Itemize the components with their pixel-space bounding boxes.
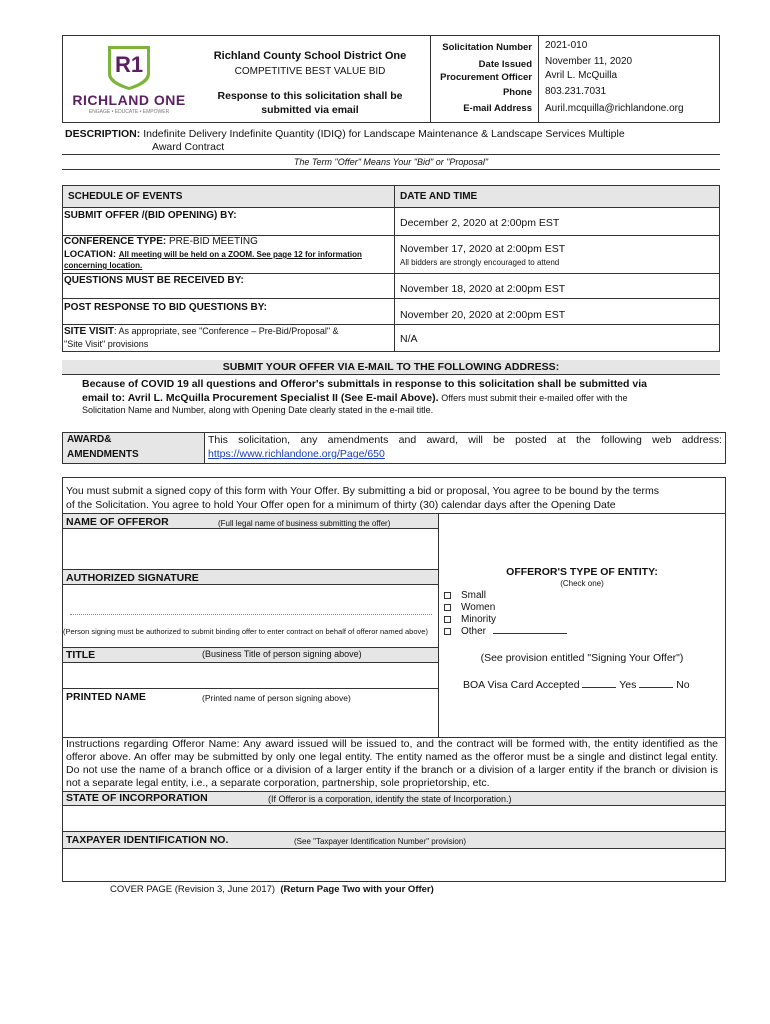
logo-text: RICHLAND ONE (72, 92, 186, 108)
state-of-incorporation-label: STATE OF INCORPORATION (66, 792, 208, 804)
email-submission-note: Response to this solicitation shall be submitted via email (217, 90, 403, 116)
cover-page-footer: COVER PAGE (Revision 3, June 2017) (Return Page Two with your Offer) (110, 884, 434, 895)
email-label: E-mail Address (463, 103, 532, 114)
email-value[interactable]: Auril.mcquilla@richlandone.org (545, 103, 684, 114)
phone-label: Phone (502, 87, 532, 98)
entity-option-other[interactable]: Other (444, 626, 567, 637)
authorized-signature-input[interactable] (64, 585, 436, 613)
district-name: Richland County School District One (213, 50, 407, 62)
name-of-offeror-label: NAME OF OFFEROR (66, 516, 169, 528)
checkbox-icon[interactable] (444, 604, 451, 611)
title-label: TITLE (66, 649, 96, 661)
conference-date: November 17, 2020 at 2:00pm EST (400, 243, 566, 255)
offeror-name-instructions: Instructions regarding Offeror Name: Any award issued will be issued to, and the contract will be formed with, the entity identified as the offeror above. An offer may be submitted by only one legal entity. The entity named as the offeror must be a single and distinct legal entity. Do not use the name of a branch office or a division of a larger entity if the branch or a division of a larger entity if the branch or division is not a separate legal entity, i.e., a separate corporation, partnership, sole proprietorship, etc. (66, 738, 718, 789)
questions-date: November 18, 2020 at 2:00pm EST (400, 283, 566, 295)
visa-yes-blank[interactable] (582, 687, 616, 688)
authorized-signature-label: AUTHORIZED SIGNATURE (66, 572, 199, 584)
submit-offer-date: December 2, 2020 at 2:00pm EST (400, 217, 560, 229)
date-issued-label: Date Issued (478, 59, 532, 70)
conference-note: All bidders are strongly encouraged to attend (400, 258, 560, 267)
visa-no-blank[interactable] (639, 687, 673, 688)
state-of-incorporation-hint: (If Offeror is a corporation, identify the state of Incorporation.) (268, 794, 512, 804)
title-input[interactable] (64, 663, 436, 687)
agreement-line2: of the Solicitation. You agree to hold Your Offer open for a minimum of thirty (30) calendar days after the Opening Date (66, 499, 616, 511)
other-entity-blank[interactable] (493, 633, 567, 634)
entity-option-small[interactable]: Small (444, 590, 486, 601)
site-visit-info: SITE VISIT: As appropriate, see "Conference – Pre-Bid/Proposal" & (64, 326, 339, 337)
title-hint: (Business Title of person signing above) (202, 649, 362, 659)
checkbox-icon[interactable] (444, 616, 451, 623)
procurement-officer-value: Avril L. McQuilla (545, 70, 618, 81)
checkbox-icon[interactable] (444, 628, 451, 635)
schedule-header: SCHEDULE OF EVENTS (68, 191, 183, 202)
covid-notice-line2: email to: Avril L. McQuilla Procurement Specialist II (See E-mail Above). Offers must submit their e-mailed offer with the (82, 392, 628, 404)
solicitation-number-label: Solicitation Number (442, 42, 532, 53)
questions-label: QUESTIONS MUST BE RECEIVED BY: (64, 275, 244, 286)
award-label: AWARD& (67, 434, 112, 445)
covid-notice: Because of COVID 19 all questions and Offeror's submittals in response to this solicitation shall be submitted via (82, 378, 647, 390)
visa-card-row: BOA Visa Card Accepted Yes No (463, 679, 690, 691)
term-note: The Term "Offer" Means Your "Bid" or "Proposal" (293, 157, 489, 167)
authorized-signature-note: (Person signing must be authorized to submit binding offer to enter contract on behalf of offeror named above) (63, 627, 428, 636)
printed-name-hint: (Printed name of person signing above) (202, 693, 351, 703)
entity-type-hint: (Check one) (560, 579, 604, 588)
district-logo (70, 42, 188, 116)
agreement-line1: You must submit a signed copy of this form with Your Offer. By submitting a bid or proposal, You agree to be bound by the terms (66, 485, 660, 497)
signing-provision-note: (See provision entitled "Signing Your Offer") (480, 652, 684, 664)
state-of-incorporation-input[interactable] (64, 806, 724, 830)
date-issued-value: November 11, 2020 (545, 56, 633, 67)
procurement-officer-label: Procurement Officer (440, 72, 532, 83)
entity-type-title: OFFEROR'S TYPE OF ENTITY: (506, 566, 658, 578)
name-of-offeror-hint: (Full legal name of business submitting the offer) (218, 519, 391, 528)
submit-offer-label: SUBMIT OFFER /(BID OPENING) BY: (64, 210, 237, 221)
site-visit-value: N/A (400, 333, 418, 345)
amendments-label: AMENDMENTS (67, 449, 139, 460)
location-info: LOCATION: All meeting will be held on a ZOOM. See page 12 for information concerning location. (64, 249, 362, 270)
phone-value: 803.231.7031 (545, 86, 607, 97)
description-line1: DESCRIPTION: Indefinite Delivery Indefinite Quantity (IDIQ) for Landscape Maintenance & Landscape Services Multiple (65, 128, 625, 140)
taxpayer-id-hint: (See "Taxpayer Identification Number" provision) (294, 837, 466, 846)
award-url-link[interactable]: https://www.richlandone.org/Page/650 (208, 448, 385, 460)
submit-email-title: SUBMIT YOUR OFFER VIA E-MAIL TO THE FOLLOWING ADDRESS: (222, 361, 560, 373)
entity-option-minority[interactable]: Minority (444, 614, 496, 625)
award-text: This solicitation, any amendments and award, will be posted at the following web address: (208, 434, 722, 446)
post-response-date: November 20, 2020 at 2:00pm EST (400, 309, 566, 321)
post-response-label: POST RESPONSE TO BID QUESTIONS BY: (64, 302, 267, 313)
entity-option-women[interactable]: Women (444, 602, 495, 613)
solicitation-number-value: 2021-010 (545, 40, 588, 51)
name-of-offeror-input[interactable] (64, 529, 436, 569)
date-time-header: DATE AND TIME (400, 191, 478, 202)
taxpayer-id-label: TAXPAYER IDENTIFICATION NO. (66, 834, 229, 846)
site-visit-provisions: "Site Visit" provisions (64, 339, 149, 349)
logo-tagline: ENGAGE • EDUCATE • EMPOWER (88, 109, 170, 115)
taxpayer-id-input[interactable] (64, 849, 724, 880)
conference-type: CONFERENCE TYPE: PRE-BID MEETING (64, 236, 258, 247)
bid-type: COMPETITIVE BEST VALUE BID (234, 66, 386, 77)
printed-name-label: PRINTED NAME (66, 691, 146, 703)
checkbox-icon[interactable] (444, 592, 451, 599)
logo-monogram: R1 (114, 52, 144, 77)
printed-name-input[interactable] (64, 705, 436, 735)
covid-notice-line3: Solicitation Name and Number, along with Opening Date clearly stated in the e-mail title. (82, 405, 434, 415)
description-line2: Award Contract (152, 141, 225, 153)
